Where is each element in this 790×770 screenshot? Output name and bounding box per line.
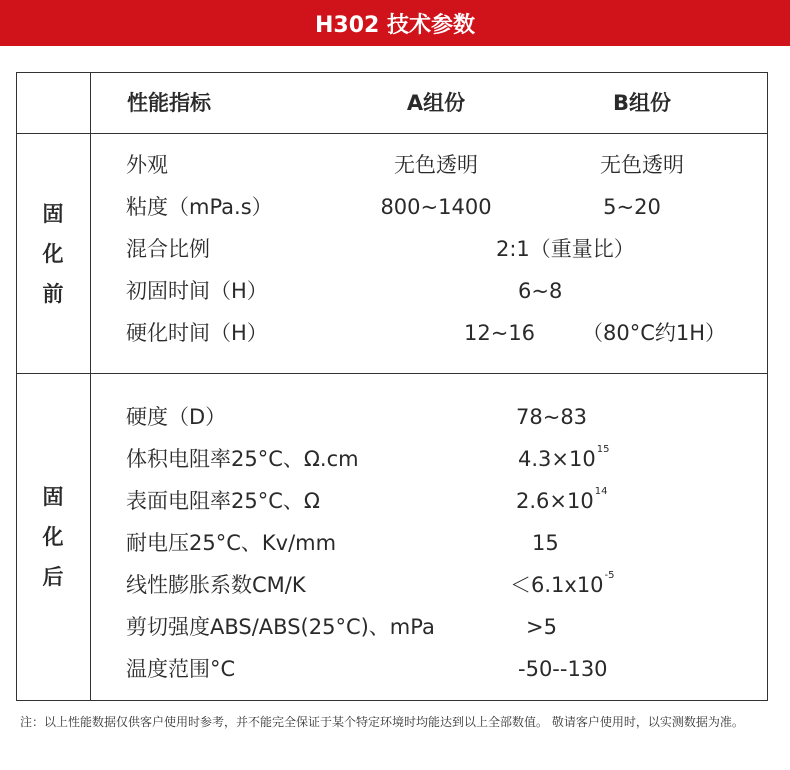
row-shear-strength-value: >5: [526, 615, 557, 639]
footnote: 注：以上性能数据仅供客户使用时参考，并不能完全保证于某个特定环境时均能达到以上全部数值。 敬请客户使用时，以实测数据为准。: [20, 715, 744, 729]
row-hardness-label: 硬度（D）: [126, 405, 227, 429]
row-viscosity-a: 800~1400: [380, 195, 492, 219]
section-label-after-curing: 固 化 后: [42, 485, 64, 589]
row-surface-resistivity-label: 表面电阻率25°C、Ω: [126, 489, 320, 513]
table-border-top: [16, 72, 768, 73]
row-expansion-value: $<6.1x10^{-5}$: [510, 570, 615, 597]
row-hardening-time-b: （80°C约1H）: [582, 321, 727, 345]
row-temperature-range-value: -50--130: [518, 657, 608, 681]
column-divider: [90, 72, 91, 701]
row-volume-resistivity-label: 体积电阻率25°C、Ω.cm: [126, 447, 359, 471]
row-hardening-time-a: 12~16: [464, 321, 536, 345]
table-border-right: [767, 72, 768, 701]
row-initial-cure-label: 初固时间（H）: [126, 279, 268, 303]
row-viscosity-label: 粘度（mPa.s）: [126, 195, 273, 219]
header-component-b: B组份: [612, 91, 671, 115]
row-appearance-b: 无色透明: [600, 153, 684, 177]
row-hardness-value: 78~83: [516, 405, 588, 429]
row-viscosity-b: 5~20: [603, 195, 661, 219]
row-temperature-range-label: 温度范围°C: [126, 657, 236, 681]
row-hardening-time-label: 硬化时间（H）: [126, 321, 268, 345]
section-divider: [16, 373, 768, 374]
header-property: 性能指标: [127, 91, 211, 115]
spec-table: [16, 72, 768, 701]
row-initial-cure-value: 6~8: [518, 279, 563, 303]
header-divider: [16, 133, 768, 134]
row-appearance-a: 无色透明: [394, 153, 478, 177]
row-surface-resistivity-value: $2.6\times 10^{14}$: [516, 486, 608, 513]
row-shear-strength-label: 剪切强度ABS/ABS(25°C)、mPa: [126, 615, 435, 639]
page-title: H302 技术参数: [315, 12, 475, 38]
table-border-bottom: [16, 700, 768, 701]
row-withstand-voltage-label: 耐电压25°C、Kv/mm: [126, 531, 337, 555]
row-mix-ratio-value: 2:1（重量比）: [496, 237, 635, 261]
row-withstand-voltage-value: 15: [532, 531, 559, 555]
section-label-before-curing: 固 化 前: [42, 201, 64, 306]
title-banner: [0, 0, 790, 46]
header-component-a: A组份: [406, 91, 466, 115]
row-volume-resistivity-value: $4.3\times 10^{15}$: [518, 444, 610, 471]
row-appearance-label: 外观: [126, 153, 168, 177]
row-expansion-label: 线性膨胀系数CM/K: [126, 573, 306, 597]
row-mix-ratio-label: 混合比例: [126, 237, 210, 261]
